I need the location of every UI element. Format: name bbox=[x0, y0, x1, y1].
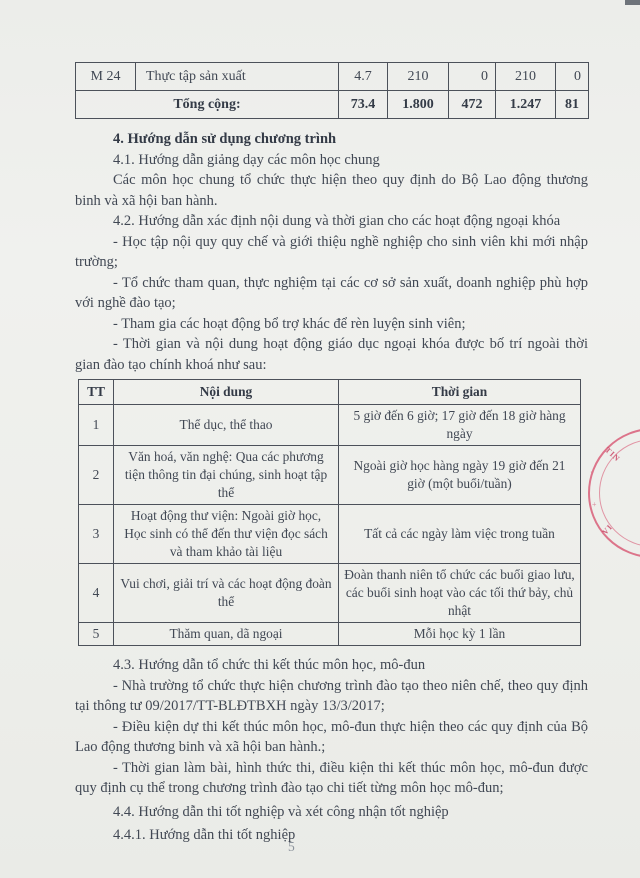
list-item: - Thời gian làm bài, hình thức thi, điều kiện thi kết thúc môn học, mô-đun được quy định cụ thể trong chương trình đào tạo chi tiết từng môn học mô-đun; bbox=[75, 759, 588, 796]
subsection-4-3: 4.3. Hướng dẫn tổ chức thi kết thúc môn học, mô-đun bbox=[113, 657, 426, 673]
column-header-thoi-gian: Thời gian bbox=[339, 380, 581, 405]
section-heading-4: 4. Hướng dẫn sử dụng chương trình bbox=[113, 131, 337, 147]
module-value: 210 bbox=[496, 63, 556, 91]
row-index: 5 bbox=[79, 623, 114, 646]
scan-edge-artifact bbox=[625, 0, 640, 5]
summary-table-total-row bbox=[76, 91, 589, 119]
row-activity: Hoạt động thư viện: Ngoài giờ học, Học sinh có thể đến thư viện đọc sách và tham khảo tài liệu bbox=[114, 505, 339, 564]
paragraph-4-1-body: Các môn học chung tổ chức thực hiện theo quy định do Bộ Lao động thương binh và xã hội ban hành. bbox=[75, 172, 588, 209]
subsection-4-4: 4.4. Hướng dẫn thi tốt nghiệp và xét công nhận tốt nghiệp bbox=[113, 803, 449, 820]
row-time: Tất cả các ngày làm việc trong tuần bbox=[339, 505, 581, 564]
column-header-noi-dung: Nội dung bbox=[114, 380, 339, 405]
row-activity: Thể dục, thể thao bbox=[114, 405, 339, 446]
seal-text-fragment: TIN bbox=[603, 445, 623, 464]
subsection-4-2: 4.2. Hướng dẫn xác định nội dung và thời gian cho các hoạt động ngoại khóa bbox=[113, 213, 561, 229]
subsection-4-4-1: 4.4.1. Hướng dẫn thi tốt nghiệp bbox=[113, 827, 296, 843]
total-value: 472 bbox=[449, 91, 496, 119]
row-activity: Vui chơi, giải trí và các hoạt động đoàn thể bbox=[114, 564, 339, 623]
column-header-tt: TT bbox=[79, 380, 114, 405]
list-item: - Thời gian và nội dung hoạt động giáo dục ngoại khóa được bố trí ngoài thời gian đào tạo chính khoá như sau: bbox=[75, 336, 588, 373]
row-time: Đoàn thanh niên tổ chức các buổi giao lưu, các buổi sinh hoạt vào các tối thứ bảy, chủ nhật bbox=[339, 564, 581, 623]
seal-text-fragment: VI bbox=[600, 522, 615, 537]
list-item: - Nhà trường tổ chức thực hiện chương trình đào tạo theo niên chế, theo quy định tại thông tư 09/2017/TT-BLĐTBXH ngày 13/3/2017; bbox=[75, 677, 588, 714]
subsection-4-1: 4.1. Hướng dẫn giảng dạy các môn học chung bbox=[113, 151, 380, 168]
seal-outer-ring-icon bbox=[588, 428, 640, 558]
row-index: 4 bbox=[79, 564, 114, 623]
row-index: 1 bbox=[79, 405, 114, 446]
list-item: - Tổ chức tham quan, thực nghiệm tại các cơ sở sản xuất, doanh nghiệp phù hợp với nghề đào tạo; bbox=[75, 274, 588, 311]
seal-inner-ring-icon bbox=[599, 439, 640, 547]
schedule-row bbox=[79, 405, 581, 446]
total-value: 73.4 bbox=[339, 91, 388, 119]
row-time: Ngoài giờ học hàng ngày 19 giờ đến 21 giờ (một buổi/tuần) bbox=[339, 446, 581, 505]
module-name: Thực tập sản xuất bbox=[136, 63, 339, 91]
page-number: 5 bbox=[288, 839, 295, 854]
list-item: - Tham gia các hoạt động bổ trợ khác để rèn luyện sinh viên; bbox=[113, 315, 466, 332]
row-index: 3 bbox=[79, 505, 114, 564]
section-4 bbox=[75, 129, 588, 375]
total-value: 81 bbox=[556, 91, 589, 119]
ink-speck: + bbox=[592, 500, 597, 509]
schedule-row bbox=[79, 623, 581, 646]
module-value: 210 bbox=[388, 63, 449, 91]
row-index: 2 bbox=[79, 446, 114, 505]
schedule-row bbox=[79, 564, 581, 623]
total-value: 1.247 bbox=[496, 91, 556, 119]
list-item: - Học tập nội quy quy chế và giới thiệu nghề nghiệp cho sinh viên khi mới nhập trường; bbox=[75, 233, 588, 270]
document-content bbox=[75, 62, 588, 846]
section-4-3-4-4 bbox=[75, 655, 588, 846]
schedule-row bbox=[79, 505, 581, 564]
summary-table bbox=[75, 62, 589, 119]
module-value: 0 bbox=[449, 63, 496, 91]
module-value: 4.7 bbox=[339, 63, 388, 91]
row-time: 5 giờ đến 6 giờ; 17 giờ đến 18 giờ hàng ngày bbox=[339, 405, 581, 446]
list-item: - Điều kiện dự thi kết thúc môn học, mô-đun thực hiện theo các quy định của Bộ Lao động thương binh và xã hội ban hành.; bbox=[75, 718, 588, 755]
module-value: 0 bbox=[556, 63, 589, 91]
schedule-header-row bbox=[79, 380, 581, 405]
schedule-row bbox=[79, 446, 581, 505]
total-value: 1.800 bbox=[388, 91, 449, 119]
schedule-table bbox=[78, 379, 581, 646]
total-label: Tổng cộng: bbox=[76, 91, 339, 119]
module-code: M 24 bbox=[76, 63, 136, 91]
row-time: Mỗi học kỳ 1 lần bbox=[339, 623, 581, 646]
row-activity: Văn hoá, văn nghệ: Qua các phương tiện thông tin đại chúng, sinh hoạt tập thể bbox=[114, 446, 339, 505]
ink-speck: · bbox=[590, 468, 593, 477]
summary-table-row bbox=[76, 63, 589, 91]
partial-seal-stamp bbox=[588, 428, 640, 558]
row-activity: Thăm quan, dã ngoại bbox=[114, 623, 339, 646]
